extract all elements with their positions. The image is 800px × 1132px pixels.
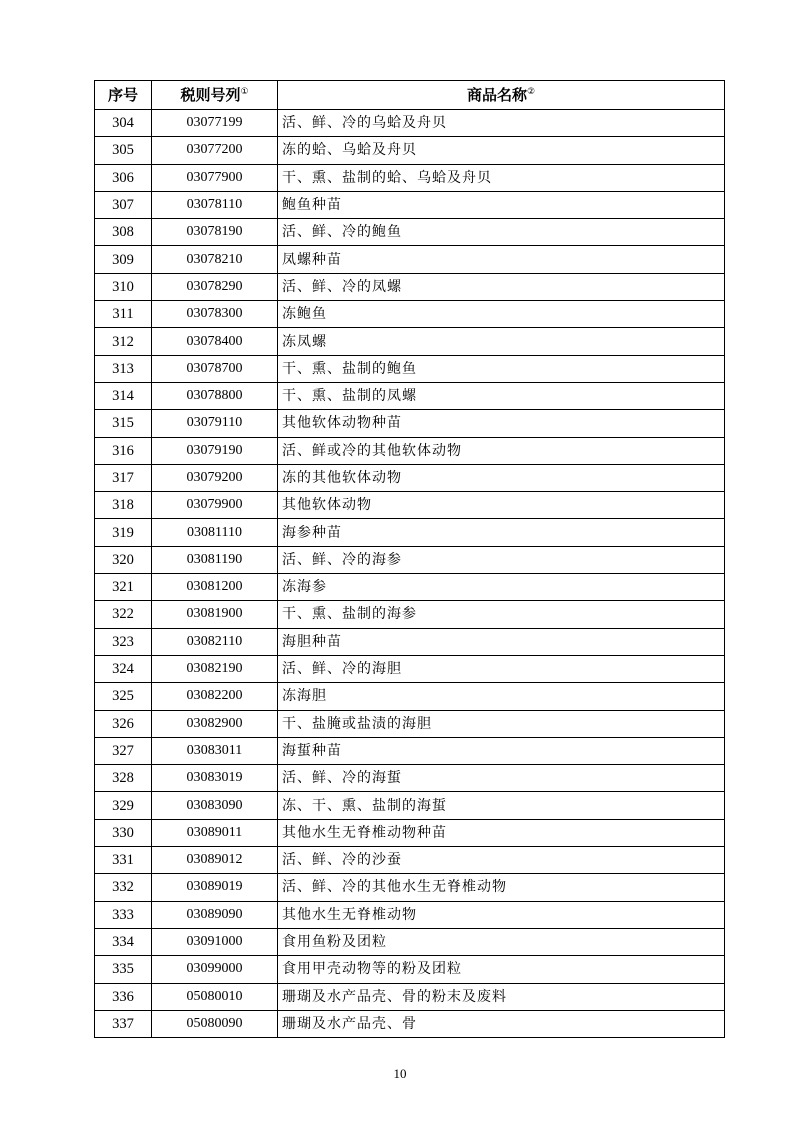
table-row [95, 492, 725, 519]
table-row [95, 655, 725, 682]
cell-seq: 334 [95, 928, 152, 955]
cell-seq: 327 [95, 737, 152, 764]
header-name-footnote-mark: ② [526, 87, 536, 97]
cell-name: 珊瑚及水产品壳、骨的粉末及废料 [278, 983, 725, 1010]
cell-name: 其他软体动物 [278, 492, 725, 519]
cell-name: 食用甲壳动物等的粉及团粒 [278, 956, 725, 983]
cell-seq: 336 [95, 983, 152, 1010]
cell-code: 03079900 [152, 492, 278, 519]
cell-code: 03078300 [152, 301, 278, 328]
cell-name: 干、盐腌或盐渍的海胆 [278, 710, 725, 737]
cell-code: 03081900 [152, 601, 278, 628]
cell-seq: 319 [95, 519, 152, 546]
cell-seq: 313 [95, 355, 152, 382]
cell-seq: 335 [95, 956, 152, 983]
commodity-table [94, 80, 725, 1038]
cell-name: 其他水生无脊椎动物种苗 [278, 819, 725, 846]
cell-code: 03082110 [152, 628, 278, 655]
cell-seq: 315 [95, 410, 152, 437]
cell-code: 03082900 [152, 710, 278, 737]
cell-seq: 312 [95, 328, 152, 355]
cell-seq: 306 [95, 164, 152, 191]
table-row [95, 847, 725, 874]
cell-name: 鲍鱼种苗 [278, 191, 725, 218]
cell-seq: 310 [95, 273, 152, 300]
cell-seq: 326 [95, 710, 152, 737]
cell-name: 食用鱼粉及团粒 [278, 928, 725, 955]
table-row [95, 683, 725, 710]
table-row [95, 928, 725, 955]
cell-code: 03083011 [152, 737, 278, 764]
table-row [95, 355, 725, 382]
cell-name: 干、熏、盐制的凤螺 [278, 382, 725, 409]
cell-code: 03089011 [152, 819, 278, 846]
cell-seq: 329 [95, 792, 152, 819]
cell-code: 03081190 [152, 546, 278, 573]
table-row [95, 956, 725, 983]
cell-name: 冻的蛤、乌蛤及舟贝 [278, 137, 725, 164]
cell-code: 03078290 [152, 273, 278, 300]
cell-name: 活、鲜、冷的海参 [278, 546, 725, 573]
cell-name: 冻海胆 [278, 683, 725, 710]
cell-seq: 309 [95, 246, 152, 273]
header-seq: 序号 [95, 81, 152, 110]
cell-code: 03077900 [152, 164, 278, 191]
cell-name: 干、熏、盐制的鲍鱼 [278, 355, 725, 382]
cell-code: 03082190 [152, 655, 278, 682]
header-code: 税则号列① [152, 81, 278, 110]
table-row [95, 546, 725, 573]
table-row [95, 219, 725, 246]
cell-name: 凤螺种苗 [278, 246, 725, 273]
table-row [95, 246, 725, 273]
cell-seq: 311 [95, 301, 152, 328]
table-row [95, 464, 725, 491]
cell-code: 03099000 [152, 956, 278, 983]
cell-seq: 325 [95, 683, 152, 710]
cell-name: 冻的其他软体动物 [278, 464, 725, 491]
table-row [95, 437, 725, 464]
cell-name: 海蜇种苗 [278, 737, 725, 764]
cell-seq: 322 [95, 601, 152, 628]
cell-code: 03089012 [152, 847, 278, 874]
page-number: 10 [393, 1066, 407, 1081]
cell-name: 海参种苗 [278, 519, 725, 546]
cell-seq: 308 [95, 219, 152, 246]
cell-seq: 318 [95, 492, 152, 519]
cell-seq: 314 [95, 382, 152, 409]
cell-seq: 324 [95, 655, 152, 682]
table-row [95, 110, 725, 137]
table-row [95, 164, 725, 191]
header-code-footnote-mark: ① [240, 87, 249, 97]
cell-code: 03083019 [152, 765, 278, 792]
cell-name: 海胆种苗 [278, 628, 725, 655]
table-row [95, 410, 725, 437]
table-row [95, 819, 725, 846]
cell-code: 03081200 [152, 574, 278, 601]
table-row [95, 792, 725, 819]
cell-name: 其他软体动物种苗 [278, 410, 725, 437]
cell-seq: 316 [95, 437, 152, 464]
cell-seq: 307 [95, 191, 152, 218]
cell-code: 03091000 [152, 928, 278, 955]
table-row [95, 628, 725, 655]
cell-seq: 304 [95, 110, 152, 137]
cell-name: 干、熏、盐制的蛤、乌蛤及舟贝 [278, 164, 725, 191]
cell-code: 03079190 [152, 437, 278, 464]
cell-code: 03089090 [152, 901, 278, 928]
cell-code: 03077199 [152, 110, 278, 137]
cell-seq: 317 [95, 464, 152, 491]
cell-seq: 333 [95, 901, 152, 928]
table-row [95, 601, 725, 628]
cell-code: 03077200 [152, 137, 278, 164]
table-row [95, 519, 725, 546]
table-row [95, 1010, 725, 1037]
table-header-row [95, 81, 725, 110]
cell-name: 活、鲜、冷的沙蚕 [278, 847, 725, 874]
table-row [95, 191, 725, 218]
cell-name: 活、鲜、冷的鲍鱼 [278, 219, 725, 246]
cell-code: 03083090 [152, 792, 278, 819]
header-name: 商品名称② [278, 81, 725, 110]
table-body [95, 110, 725, 1038]
cell-code: 03078190 [152, 219, 278, 246]
cell-code: 03078800 [152, 382, 278, 409]
cell-code: 03078400 [152, 328, 278, 355]
table-row [95, 901, 725, 928]
cell-code: 03089019 [152, 874, 278, 901]
cell-name: 活、鲜、冷的海胆 [278, 655, 725, 682]
table-row [95, 328, 725, 355]
cell-name: 珊瑚及水产品壳、骨 [278, 1010, 725, 1037]
cell-seq: 332 [95, 874, 152, 901]
cell-code: 03079110 [152, 410, 278, 437]
cell-seq: 323 [95, 628, 152, 655]
table-row [95, 710, 725, 737]
cell-seq: 337 [95, 1010, 152, 1037]
cell-code: 05080010 [152, 983, 278, 1010]
cell-seq: 321 [95, 574, 152, 601]
table-row [95, 737, 725, 764]
cell-name: 活、鲜或冷的其他软体动物 [278, 437, 725, 464]
cell-code: 03079200 [152, 464, 278, 491]
table-row [95, 273, 725, 300]
table-row [95, 137, 725, 164]
table-row [95, 301, 725, 328]
cell-name: 活、鲜、冷的海蜇 [278, 765, 725, 792]
cell-seq: 320 [95, 546, 152, 573]
cell-seq: 331 [95, 847, 152, 874]
cell-name: 其他水生无脊椎动物 [278, 901, 725, 928]
cell-seq: 330 [95, 819, 152, 846]
cell-seq: 305 [95, 137, 152, 164]
table-row [95, 874, 725, 901]
table-row [95, 382, 725, 409]
cell-code: 03081110 [152, 519, 278, 546]
table-row [95, 574, 725, 601]
cell-code: 03078700 [152, 355, 278, 382]
cell-name: 冻、干、熏、盐制的海蜇 [278, 792, 725, 819]
cell-name: 活、鲜、冷的其他水生无脊椎动物 [278, 874, 725, 901]
cell-name: 活、鲜、冷的乌蛤及舟贝 [278, 110, 725, 137]
cell-code: 03082200 [152, 683, 278, 710]
cell-name: 活、鲜、冷的凤螺 [278, 273, 725, 300]
cell-code: 05080090 [152, 1010, 278, 1037]
cell-code: 03078110 [152, 191, 278, 218]
table-row [95, 765, 725, 792]
cell-code: 03078210 [152, 246, 278, 273]
table-row [95, 983, 725, 1010]
cell-name: 冻海参 [278, 574, 725, 601]
cell-name: 干、熏、盐制的海参 [278, 601, 725, 628]
cell-name: 冻鲍鱼 [278, 301, 725, 328]
cell-name: 冻凤螺 [278, 328, 725, 355]
cell-seq: 328 [95, 765, 152, 792]
